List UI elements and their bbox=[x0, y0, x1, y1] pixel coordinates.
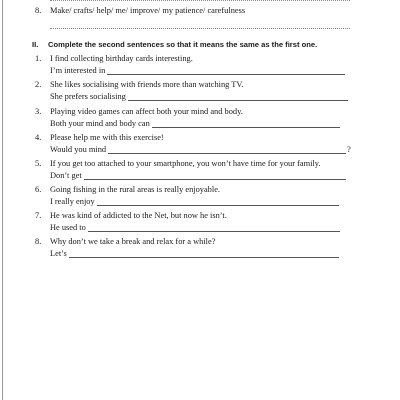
item-sentence: Why don’t we take a break and relax for a while? bbox=[50, 237, 216, 246]
item-sentence: If you get too attached to your smartphone, you won’t have time for your family. bbox=[50, 159, 321, 168]
answer-blank[interactable] bbox=[97, 205, 339, 206]
item-prompt: I really enjoy bbox=[50, 197, 95, 206]
answer-blank[interactable] bbox=[69, 257, 339, 258]
answer-line-dotted bbox=[50, 28, 350, 29]
item-sentence: Playing video games can affect both your mind and body. bbox=[50, 107, 243, 116]
item-number: 2. bbox=[35, 80, 42, 89]
answer-blank[interactable] bbox=[84, 179, 346, 180]
item-prompt: Don’t get bbox=[50, 171, 82, 180]
item-sentence: She likes socialising with friends more than watching TV. bbox=[50, 80, 244, 89]
item-tail: ? bbox=[347, 145, 351, 154]
answer-blank[interactable] bbox=[108, 153, 346, 154]
item-number: 7. bbox=[35, 211, 42, 220]
item-sentence: Going fishing in the rural areas is really enjoyable. bbox=[50, 185, 221, 194]
page-margin-line bbox=[2, 0, 3, 400]
item-prompt: Both your mind and body can bbox=[50, 119, 150, 128]
item-number: 5. bbox=[35, 159, 42, 168]
section-number: II. bbox=[32, 40, 39, 49]
item-sentence: He was kind of addicted to the Net, but now he isn’t. bbox=[50, 211, 227, 220]
item-prompt: I’m interested in bbox=[50, 66, 106, 75]
answer-line-dotted bbox=[50, 0, 350, 1]
item-number: 8. bbox=[35, 6, 42, 15]
item-number: 8. bbox=[35, 237, 42, 246]
item-number: 4. bbox=[35, 133, 42, 142]
item-prompt: Let’s bbox=[50, 249, 67, 258]
answer-blank[interactable] bbox=[107, 74, 345, 75]
section-instruction: Complete the second sentences so that it means the same as the first one. bbox=[48, 40, 318, 49]
item-prompt: Would you mind bbox=[50, 145, 107, 154]
item-sentence: I find collecting birthday cards interesting. bbox=[50, 54, 193, 63]
item-prompt: He used to bbox=[50, 223, 86, 232]
item-number: 1. bbox=[35, 54, 42, 63]
section-heading bbox=[32, 40, 317, 50]
item-number: 3. bbox=[35, 107, 42, 116]
item-number: 6. bbox=[35, 185, 42, 194]
item-text: Make/ crafts/ help/ me/ improve/ my patience/ carefulness bbox=[50, 6, 246, 15]
answer-blank[interactable] bbox=[152, 127, 340, 128]
answer-blank[interactable] bbox=[128, 100, 348, 101]
answer-blank[interactable] bbox=[88, 231, 340, 232]
item-sentence: Please help me with this exercise! bbox=[50, 133, 164, 142]
item-prompt: She prefers socialising bbox=[50, 92, 126, 101]
